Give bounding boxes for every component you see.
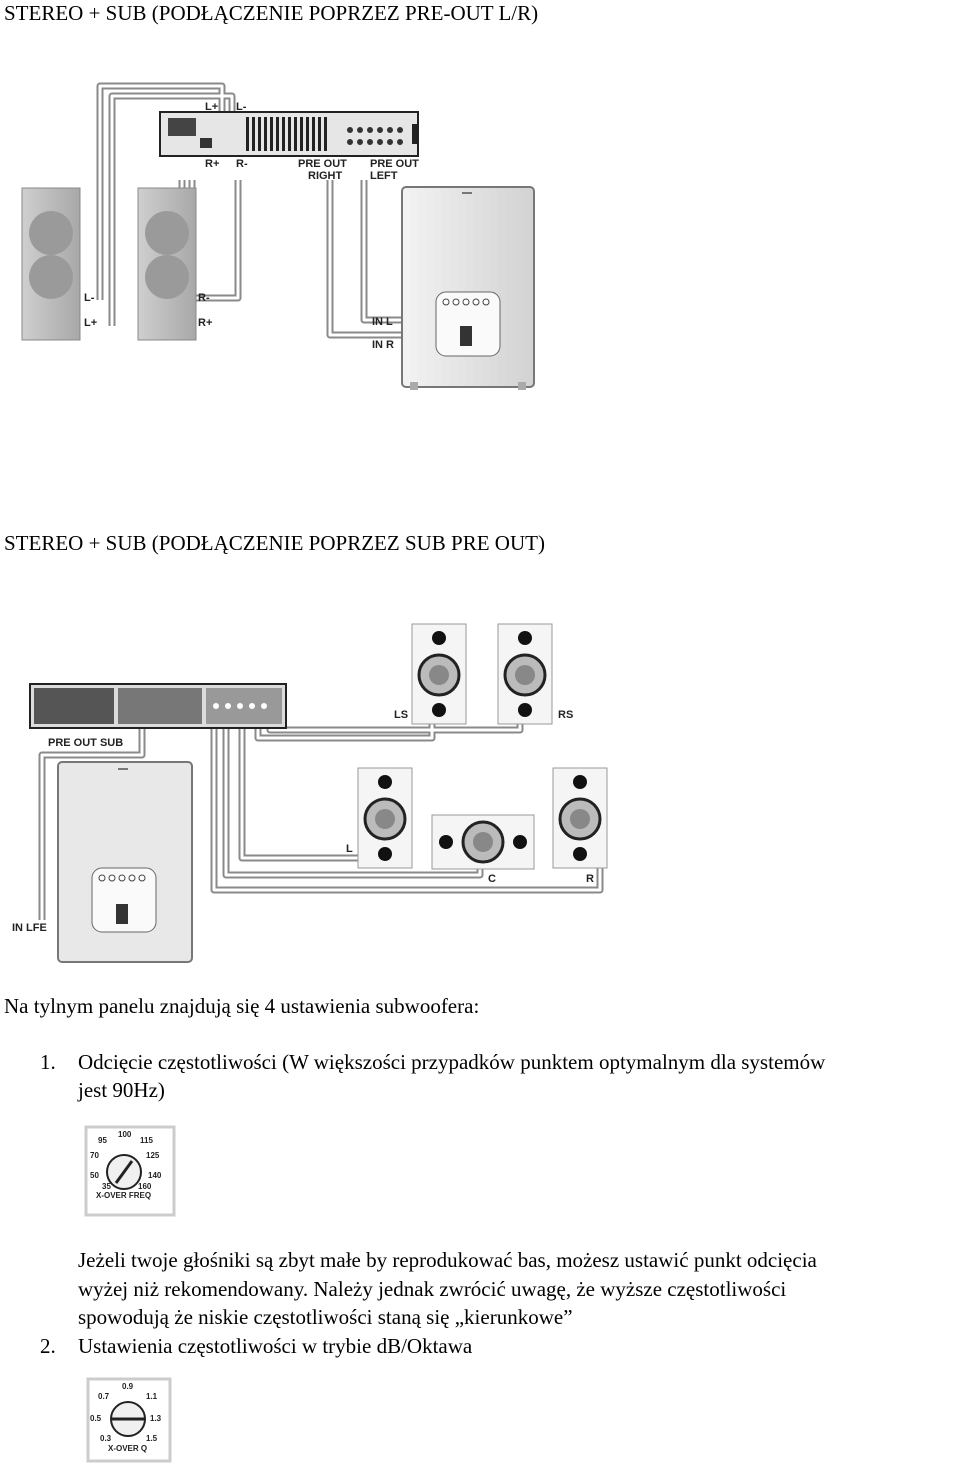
pre-out-left-label-1: PRE OUT bbox=[370, 158, 419, 170]
amp-label-r-plus: R+ bbox=[205, 158, 220, 170]
knob2-mark-0.7: 0.7 bbox=[98, 1392, 110, 1401]
item1-number: 1. bbox=[40, 1050, 56, 1074]
speaker-c bbox=[432, 815, 534, 869]
sub-in-r-label: IN R bbox=[372, 339, 394, 351]
left-speaker-plus: L+ bbox=[84, 317, 98, 329]
pre-out-right-label-2: RIGHT bbox=[308, 170, 343, 182]
knob1-mark-35: 35 bbox=[102, 1182, 111, 1191]
diagram-stereo-pre-out bbox=[0, 70, 620, 420]
speaker-ls bbox=[412, 624, 466, 724]
amp-label-l-minus: L- bbox=[236, 101, 247, 113]
knob1-mark-140: 140 bbox=[148, 1171, 162, 1180]
speaker-l bbox=[358, 768, 412, 868]
heading-stereo-pre-out-lr: STEREO + SUB (PODŁĄCZENIE POPRZEZ PRE-OUT L/R) bbox=[4, 1, 539, 25]
speaker-rs bbox=[498, 624, 552, 724]
item2-number: 2. bbox=[40, 1334, 56, 1358]
knob1-mark-100: 100 bbox=[118, 1130, 132, 1139]
pre-out-sub-label: PRE OUT SUB bbox=[48, 737, 124, 749]
pre-out-left-label-2: LEFT bbox=[370, 170, 398, 182]
x-over-q-knob bbox=[86, 1377, 172, 1463]
note-line1: Jeżeli twoje głośniki są zbyt małe by reprodukować bas, możesz ustawić punkt odcięcia bbox=[78, 1248, 817, 1272]
amp-label-r-minus: R- bbox=[236, 158, 248, 170]
pre-out-right-label-1: PRE OUT bbox=[298, 158, 347, 170]
right-speaker bbox=[138, 188, 196, 340]
sub-in-l-label: IN L bbox=[372, 316, 393, 328]
item1-line2: jest 90Hz) bbox=[78, 1078, 165, 1102]
speaker-rs-label: RS bbox=[558, 709, 574, 721]
x-over-freq-knob bbox=[84, 1125, 176, 1217]
knob1-mark-95: 95 bbox=[98, 1136, 107, 1145]
intro-text: Na tylnym panelu znajdują się 4 ustawienia subwoofera: bbox=[4, 994, 480, 1018]
speaker-c-label: C bbox=[488, 873, 496, 885]
knob1-mark-125: 125 bbox=[146, 1151, 160, 1160]
in-lfe-label: IN LFE bbox=[12, 922, 47, 934]
heading-stereo-sub-pre-out: STEREO + SUB (PODŁĄCZENIE POPRZEZ SUB PRE OUT) bbox=[4, 531, 545, 555]
knob2-mark-0.5: 0.5 bbox=[90, 1414, 102, 1423]
knob1-mark-50: 50 bbox=[90, 1171, 99, 1180]
amplifier-rear-panel bbox=[160, 112, 418, 156]
speaker-r-label: R bbox=[586, 873, 594, 885]
left-speaker bbox=[22, 188, 80, 340]
knob2-mark-0.3: 0.3 bbox=[100, 1434, 112, 1443]
speaker-l-label: L bbox=[346, 843, 353, 855]
subwoofer-1 bbox=[402, 187, 534, 390]
knob2-mark-1.5: 1.5 bbox=[146, 1434, 158, 1443]
knob1-mark-160: 160 bbox=[138, 1182, 152, 1191]
knob1-mark-115: 115 bbox=[140, 1136, 153, 1145]
right-speaker-plus: R+ bbox=[198, 317, 213, 329]
note-line2: wyżej niż rekomendowany. Należy jednak zwrócić uwagę, że wyższe częstotliwości bbox=[78, 1277, 787, 1301]
knob2-mark-1.3: 1.3 bbox=[150, 1414, 162, 1423]
note-line3: spowodują że niskie częstotliwości staną się „kierunkowe” bbox=[78, 1305, 573, 1329]
speaker-ls-label: LS bbox=[394, 709, 409, 721]
speaker-r bbox=[553, 768, 607, 868]
subwoofer-2 bbox=[58, 762, 192, 962]
av-receiver-rear-panel bbox=[30, 684, 286, 728]
knob1-caption: X-OVER FREQ bbox=[96, 1191, 152, 1200]
amp-label-l-plus: L+ bbox=[205, 101, 219, 113]
diagram-sub-pre-out bbox=[0, 620, 630, 965]
item2-text: Ustawienia częstotliwości w trybie dB/Oktawa bbox=[78, 1334, 473, 1358]
knob2-mark-1.1: 1.1 bbox=[146, 1392, 158, 1401]
right-speaker-minus: R- bbox=[198, 292, 210, 304]
knob1-mark-70: 70 bbox=[90, 1151, 99, 1160]
item1-line1: Odcięcie częstotliwości (W większości przypadków punktem optymalnym dla systemów bbox=[78, 1050, 826, 1074]
knob2-caption: X-OVER Q bbox=[108, 1444, 148, 1453]
knob2-mark-0.9: 0.9 bbox=[122, 1382, 134, 1391]
left-speaker-minus: L- bbox=[84, 292, 95, 304]
